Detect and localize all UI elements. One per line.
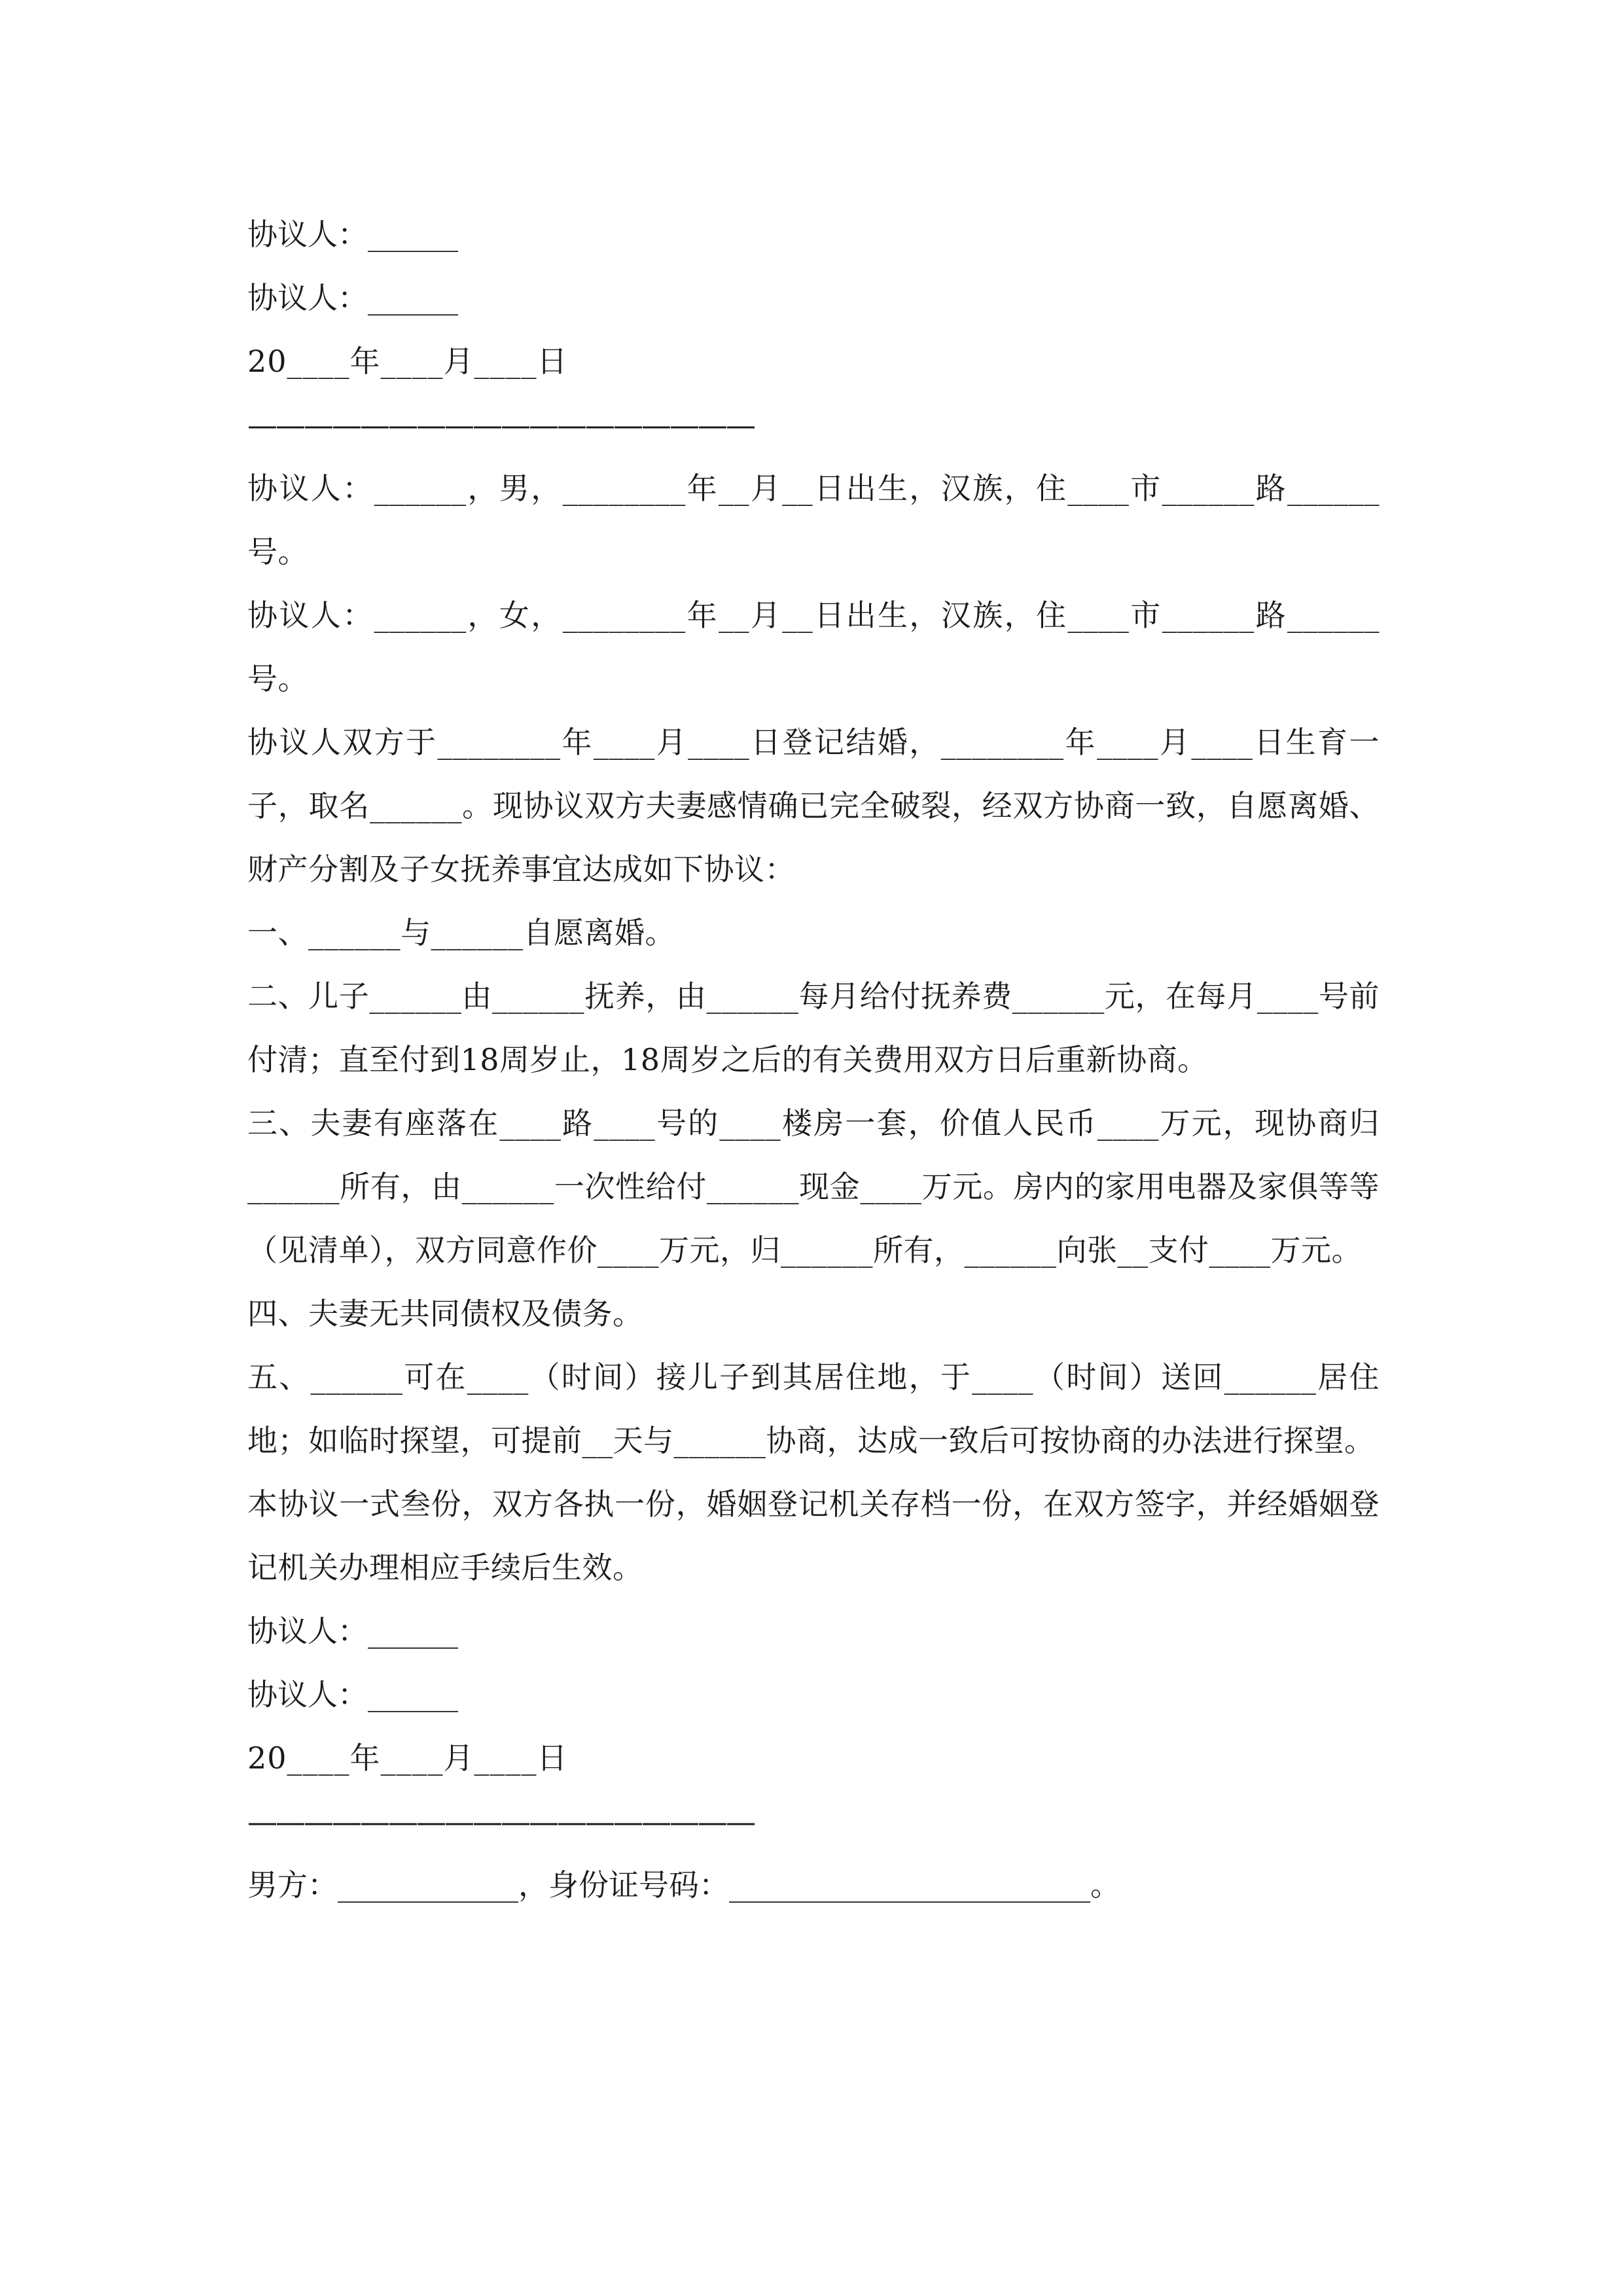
separator-rule-1: —————————————————— <box>247 407 754 442</box>
separator-rule-2: —————————————————— <box>247 1804 754 1839</box>
agreement-intro: 协议人双方于________年____月____日登记结婚，________年____月____日生育一子，取名______。现协议双方夫妻感情确已完全破裂，经双方协商一致，自愿离婚、财产分割及子女抚养事宜达成如下协议： <box>247 725 1380 887</box>
bottom-signature-date: 20____年____月____日 <box>247 1740 568 1776</box>
bottom-signature-party1: 协议人：______ <box>247 1613 458 1649</box>
top-signature-party2: 协议人：______ <box>247 280 458 315</box>
id-number-line: 男方：____________，身份证号码：________________________。 <box>247 1867 1120 1903</box>
clause-4-debts: 四、夫妻无共同债权及债务。 <box>247 1296 643 1331</box>
closing-paragraph: 本协议一式叁份，双方各执一份，婚姻登记机关存档一份，在双方签字，并经婚姻登记机关办理相应手续后生效。 <box>247 1486 1380 1585</box>
top-signature-party1: 协议人：______ <box>247 217 458 252</box>
party-woman-line: 协议人：______，女，________年__月__日出生，汉族，住____市______路______号。 <box>247 598 1380 696</box>
clause-2-custody: 二、儿子______由______抚养，由______每月给付抚养费______元，在每月____号前付清；直至付到18周岁止，18周岁之后的有关费用双方日后重新协商。 <box>247 978 1380 1077</box>
bottom-signature-party2: 协议人：______ <box>247 1677 458 1712</box>
party-man-line: 协议人：______，男，________年__月__日出生，汉族，住____市______路______号。 <box>247 471 1380 569</box>
clause-1-divorce: 一、______与______自愿离婚。 <box>247 915 675 950</box>
clause-3-property: 三、夫妻有座落在____路____号的____楼房一套，价值人民币____万元，现协商归______所有，由______一次性给付______现金____万元。房内的家用电器及家俱等等（见清单），双方同意作价____万元，归______所有，______向张__支付____万元。 <box>247 1105 1380 1268</box>
clause-5-visitation: 五、______可在____（时间）接儿子到其居住地，于____（时间）送回______居住地；如临时探望，可提前__天与______协商，达成一致后可按协商的办法进行探望。 <box>247 1359 1380 1458</box>
top-signature-date: 20____年____月____日 <box>247 344 568 379</box>
document-body <box>247 203 1380 1917</box>
